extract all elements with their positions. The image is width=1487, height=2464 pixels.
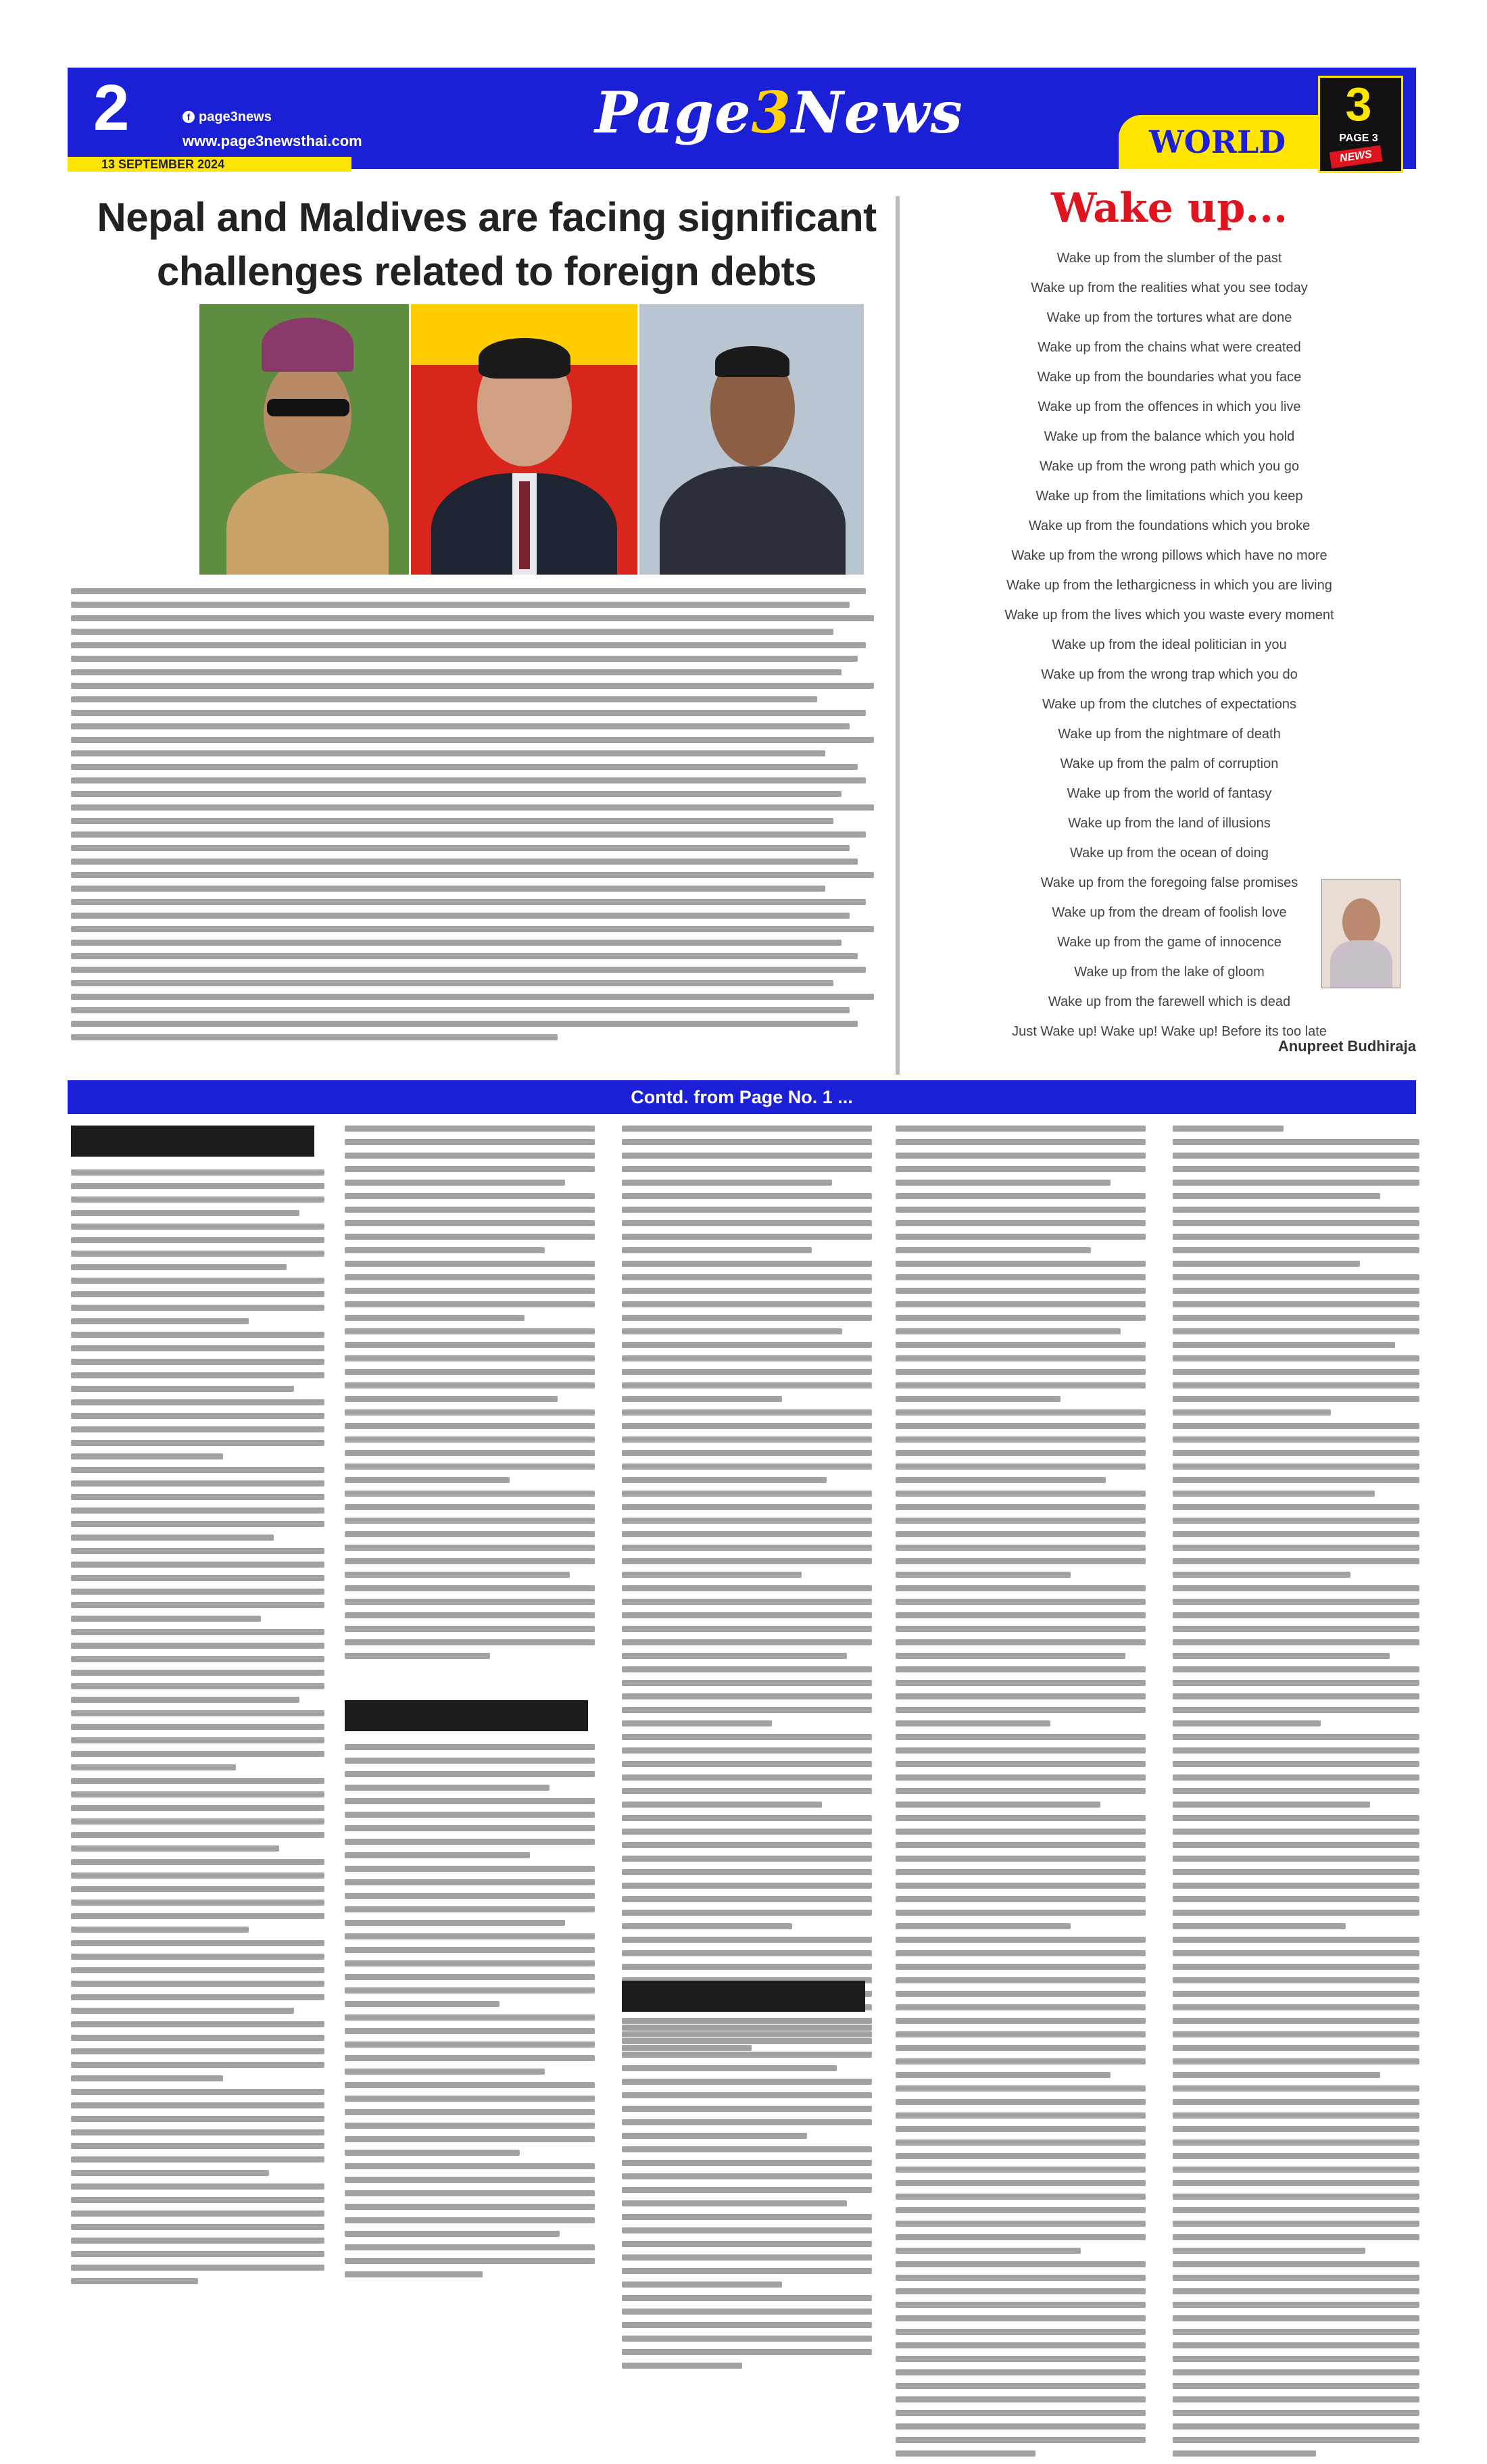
poem-line: Wake up from the game of innocence bbox=[1057, 935, 1282, 950]
section-label bbox=[622, 1981, 865, 2012]
poem-line: Wake up from the wrong path which you go bbox=[1040, 459, 1299, 474]
poem-author: Anupreet Budhiraja bbox=[1277, 1038, 1416, 1055]
poem-line: Wake up from the offences in which you live bbox=[1038, 400, 1301, 414]
poem-line: Wake up from the lake of gloom bbox=[1074, 965, 1265, 980]
column-divider bbox=[896, 196, 900, 1075]
poem-line: Wake up from the lethargicness in which you are living bbox=[1006, 578, 1332, 593]
poem-line: Wake up from the balance which you hold bbox=[1044, 429, 1295, 444]
column-text bbox=[622, 2025, 872, 2376]
column-text bbox=[71, 1169, 324, 2292]
logo-suffix: News bbox=[791, 79, 963, 146]
facebook-icon: f bbox=[182, 111, 195, 123]
author-photo bbox=[1321, 879, 1400, 988]
photo-china-leader bbox=[411, 304, 637, 575]
poem-line: Wake up from the foundations which you broke bbox=[1028, 518, 1311, 533]
section-name: WORLD bbox=[1149, 124, 1286, 160]
poem-line: Wake up from the clutches of expectations bbox=[1042, 697, 1297, 712]
poem-line: Wake up from the nightmare of death bbox=[1058, 727, 1281, 742]
poem-line: Wake up from the wrong pillows which have no more bbox=[1011, 548, 1327, 563]
badge-news: NEWS bbox=[1330, 145, 1383, 168]
newspaper-logo bbox=[595, 76, 963, 150]
logo-prefix: Page bbox=[595, 79, 752, 146]
poem-line: Wake up from the lives which you waste every moment bbox=[1004, 608, 1334, 623]
poem-line: Wake up from the realities what you see today bbox=[1031, 281, 1308, 295]
poem-line: Wake up from the farewell which is dead bbox=[1048, 994, 1291, 1009]
poem-line: Wake up from the boundaries what you face bbox=[1037, 370, 1302, 385]
column-text bbox=[622, 1126, 872, 2058]
article-headline: Nepal and Maldives are facing significant challenges related to foreign debts bbox=[97, 195, 877, 294]
section-label bbox=[345, 1700, 588, 1731]
section-label bbox=[71, 1126, 314, 1157]
poem-line: Wake up from the world of fantasy bbox=[1067, 786, 1272, 801]
badge-text: PAGE 3 bbox=[1339, 132, 1378, 144]
poem-line: Wake up from the ocean of doing bbox=[1070, 846, 1269, 861]
poem-line: Wake up from the land of illusions bbox=[1068, 816, 1271, 831]
poem-line: Wake up from the limitations which you keep bbox=[1035, 489, 1303, 504]
poem-title: Wake up... bbox=[1051, 185, 1288, 232]
social-handle[interactable]: page3news bbox=[199, 110, 272, 124]
column-text bbox=[1173, 1126, 1419, 2464]
column-text bbox=[345, 1126, 595, 1666]
poem-line: Wake up from the palm of corruption bbox=[1060, 756, 1279, 771]
logo-number: 3 bbox=[751, 79, 791, 146]
continued-banner: Contd. from Page No. 1 ... bbox=[631, 1087, 853, 1107]
poem-line: Wake up from the chains what were created bbox=[1038, 340, 1301, 355]
poem-line: Just Wake up! Wake up! Wake up! Before its too late bbox=[1012, 1024, 1327, 1039]
poem-line: Wake up from the ideal politician in you bbox=[1052, 637, 1287, 652]
poem-line: Wake up from the dream of foolish love bbox=[1052, 905, 1287, 920]
photo-maldives-leader bbox=[639, 304, 864, 575]
poem-line: Wake up from the slumber of the past bbox=[1056, 251, 1282, 266]
column-text bbox=[896, 1126, 1146, 2464]
issue-date: 13 SEPTEMBER 2024 bbox=[101, 158, 225, 171]
poem-line: Wake up from the foregoing false promises bbox=[1040, 875, 1298, 890]
poem-line: Wake up from the tortures what are done bbox=[1046, 310, 1292, 325]
column-text bbox=[345, 1744, 595, 2285]
poem-line: Wake up from the wrong trap which you do bbox=[1041, 667, 1298, 682]
photo-nepal-leader bbox=[199, 304, 409, 575]
article-text-top bbox=[71, 588, 882, 1048]
page-number: 2 bbox=[93, 72, 130, 144]
website-link[interactable]: www.page3newsthai.com bbox=[182, 132, 362, 149]
badge-number: 3 bbox=[1345, 78, 1372, 130]
